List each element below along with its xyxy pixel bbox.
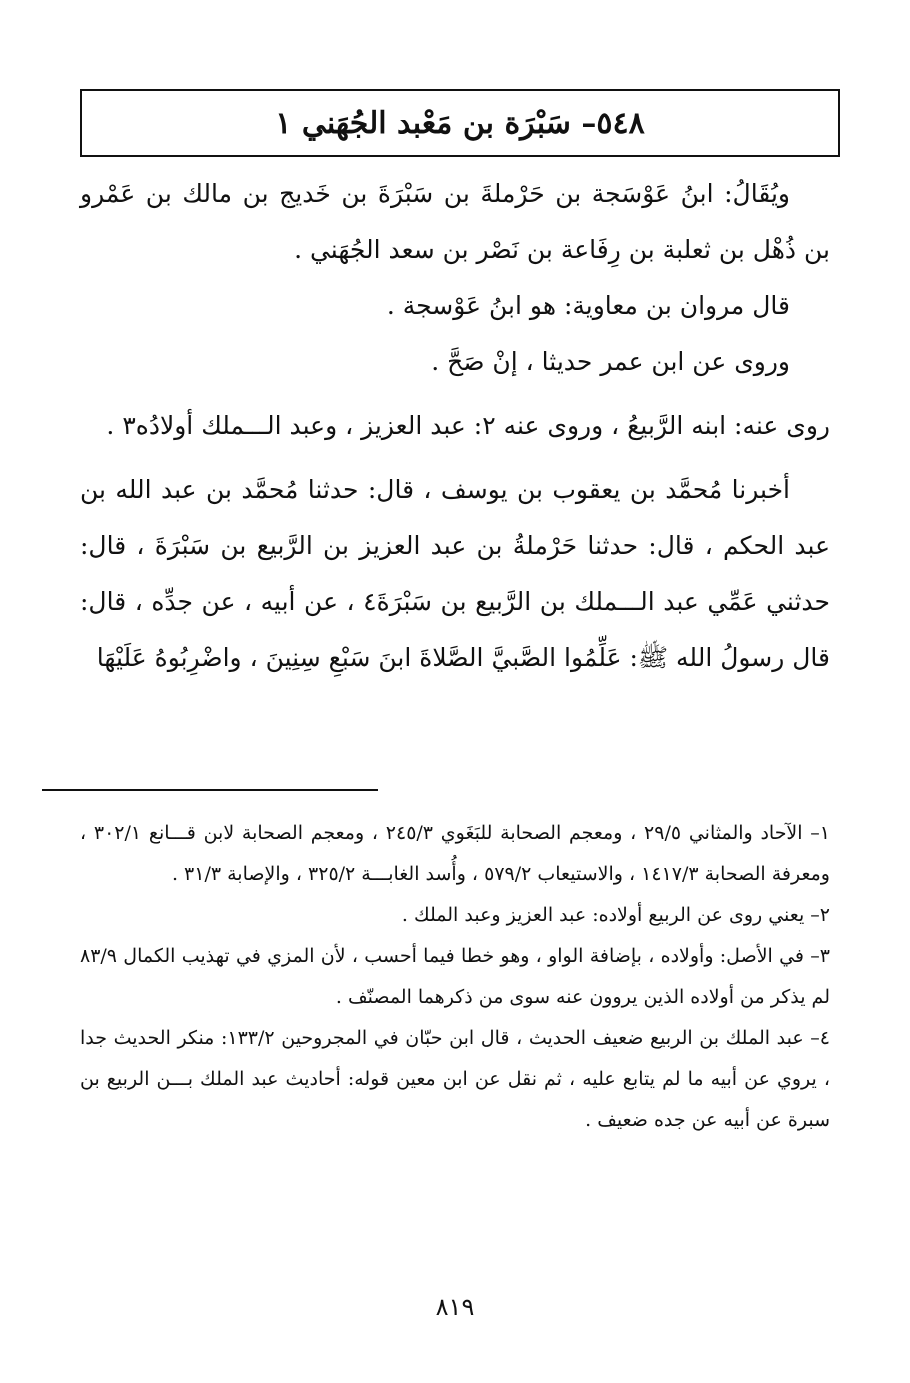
entry-title-box: [80, 89, 840, 157]
paragraph-hadith: أخبرنا مُحمَّد بن يعقوب بن يوسف ، قال: حدثنا مُحمَّد بن عبد الله بن عبد الحكم ، قال: حدثنا حَرْملةُ بن عبد العزيز بن الرَّبيع بن سَبْرَةَ ، قال: حدثني عَمِّي عبد الـــملك بن الرَّبيع بن سَبْرَةَ٤ ، عن أبيه ، عن جدِّه ، قال: قال رسولُ الله ﷺ: عَلِّمُوا الصَّبيَّ الصَّلاةَ ابنَ سَبْعِ سِنِينَ ، واضْرِبُوهُ عَلَيْهَا: [80, 475, 831, 672]
footnote-1: ١– الآحاد والمثاني ٢٩/٥ ، ومعجم الصحابة للبَغَوي ٢٤٥/٣ ، ومعجم الصحابة لابن قـــانع ٣٠٢/١ ، ومعرفة الصحابة ١٤١٧/٣ ، والاستيعاب ٥٧٩/٢ ، وأُسد الغابـــة ٣٢٥/٢ ، والإصابة ٣١/٣ .: [80, 822, 831, 885]
entry-title: ٥٤٨– سَبْرَة بن مَعْبد الجُهَني ١: [275, 105, 645, 141]
footnote-3: ٣– في الأصل: وأولاده ، بإضافة الواو ، وهو خطا فيما أحسب ، لأن المزي في تهذيب الكمال ٨٣/٩ لم يذكر من أولاده الذين يروون عنه سوى من ذكرهما المصنّف .: [80, 945, 830, 1008]
paragraph-narrators: روى عنه: ابنه الرَّبيعُ ، وروى عنه ٢: عبد العزيز ، وعبد الـــملك أولادُه٣ .: [106, 411, 830, 440]
footnote-2: ٢– يعني روى عن الربيع أولاده: عبد العزيز وعبد الملك .: [401, 904, 830, 926]
main-text: [80, 166, 830, 686]
page-number: ٨١٩: [435, 1293, 475, 1321]
paragraph-marwan: قال مروان بن معاوية: هو ابنُ عَوْسجة .: [386, 291, 790, 320]
footnote-4: ٤– عبد الملك بن الربيع ضعيف الحديث ، قال ابن حبّان في المجروحين ١٣٣/٢: منكر الحديث جدا ، يروي عن أبيه ما لم يتابع عليه ، ثم نقل عن ابن معين قوله: أحاديث عبد الملك بـــن الربيع بن سبرة عن أبيه عن جده ضعيف .: [80, 1027, 831, 1131]
paragraph-lineage: ويُقَالُ: ابنُ عَوْسَجة بن حَرْملةَ بن سَبْرَةَ بن خَديج بن مالك بن عَمْرو بن ذُهْل بن ثعلبة بن رِفَاعة بن نَصْر بن سعد الجُهَني .: [80, 179, 830, 264]
paragraph-ibn-umar: وروى عن ابن عمر حديثا ، إنْ صَحَّ .: [431, 347, 790, 376]
footnotes: [80, 813, 830, 1141]
footnote-divider: [42, 789, 378, 791]
